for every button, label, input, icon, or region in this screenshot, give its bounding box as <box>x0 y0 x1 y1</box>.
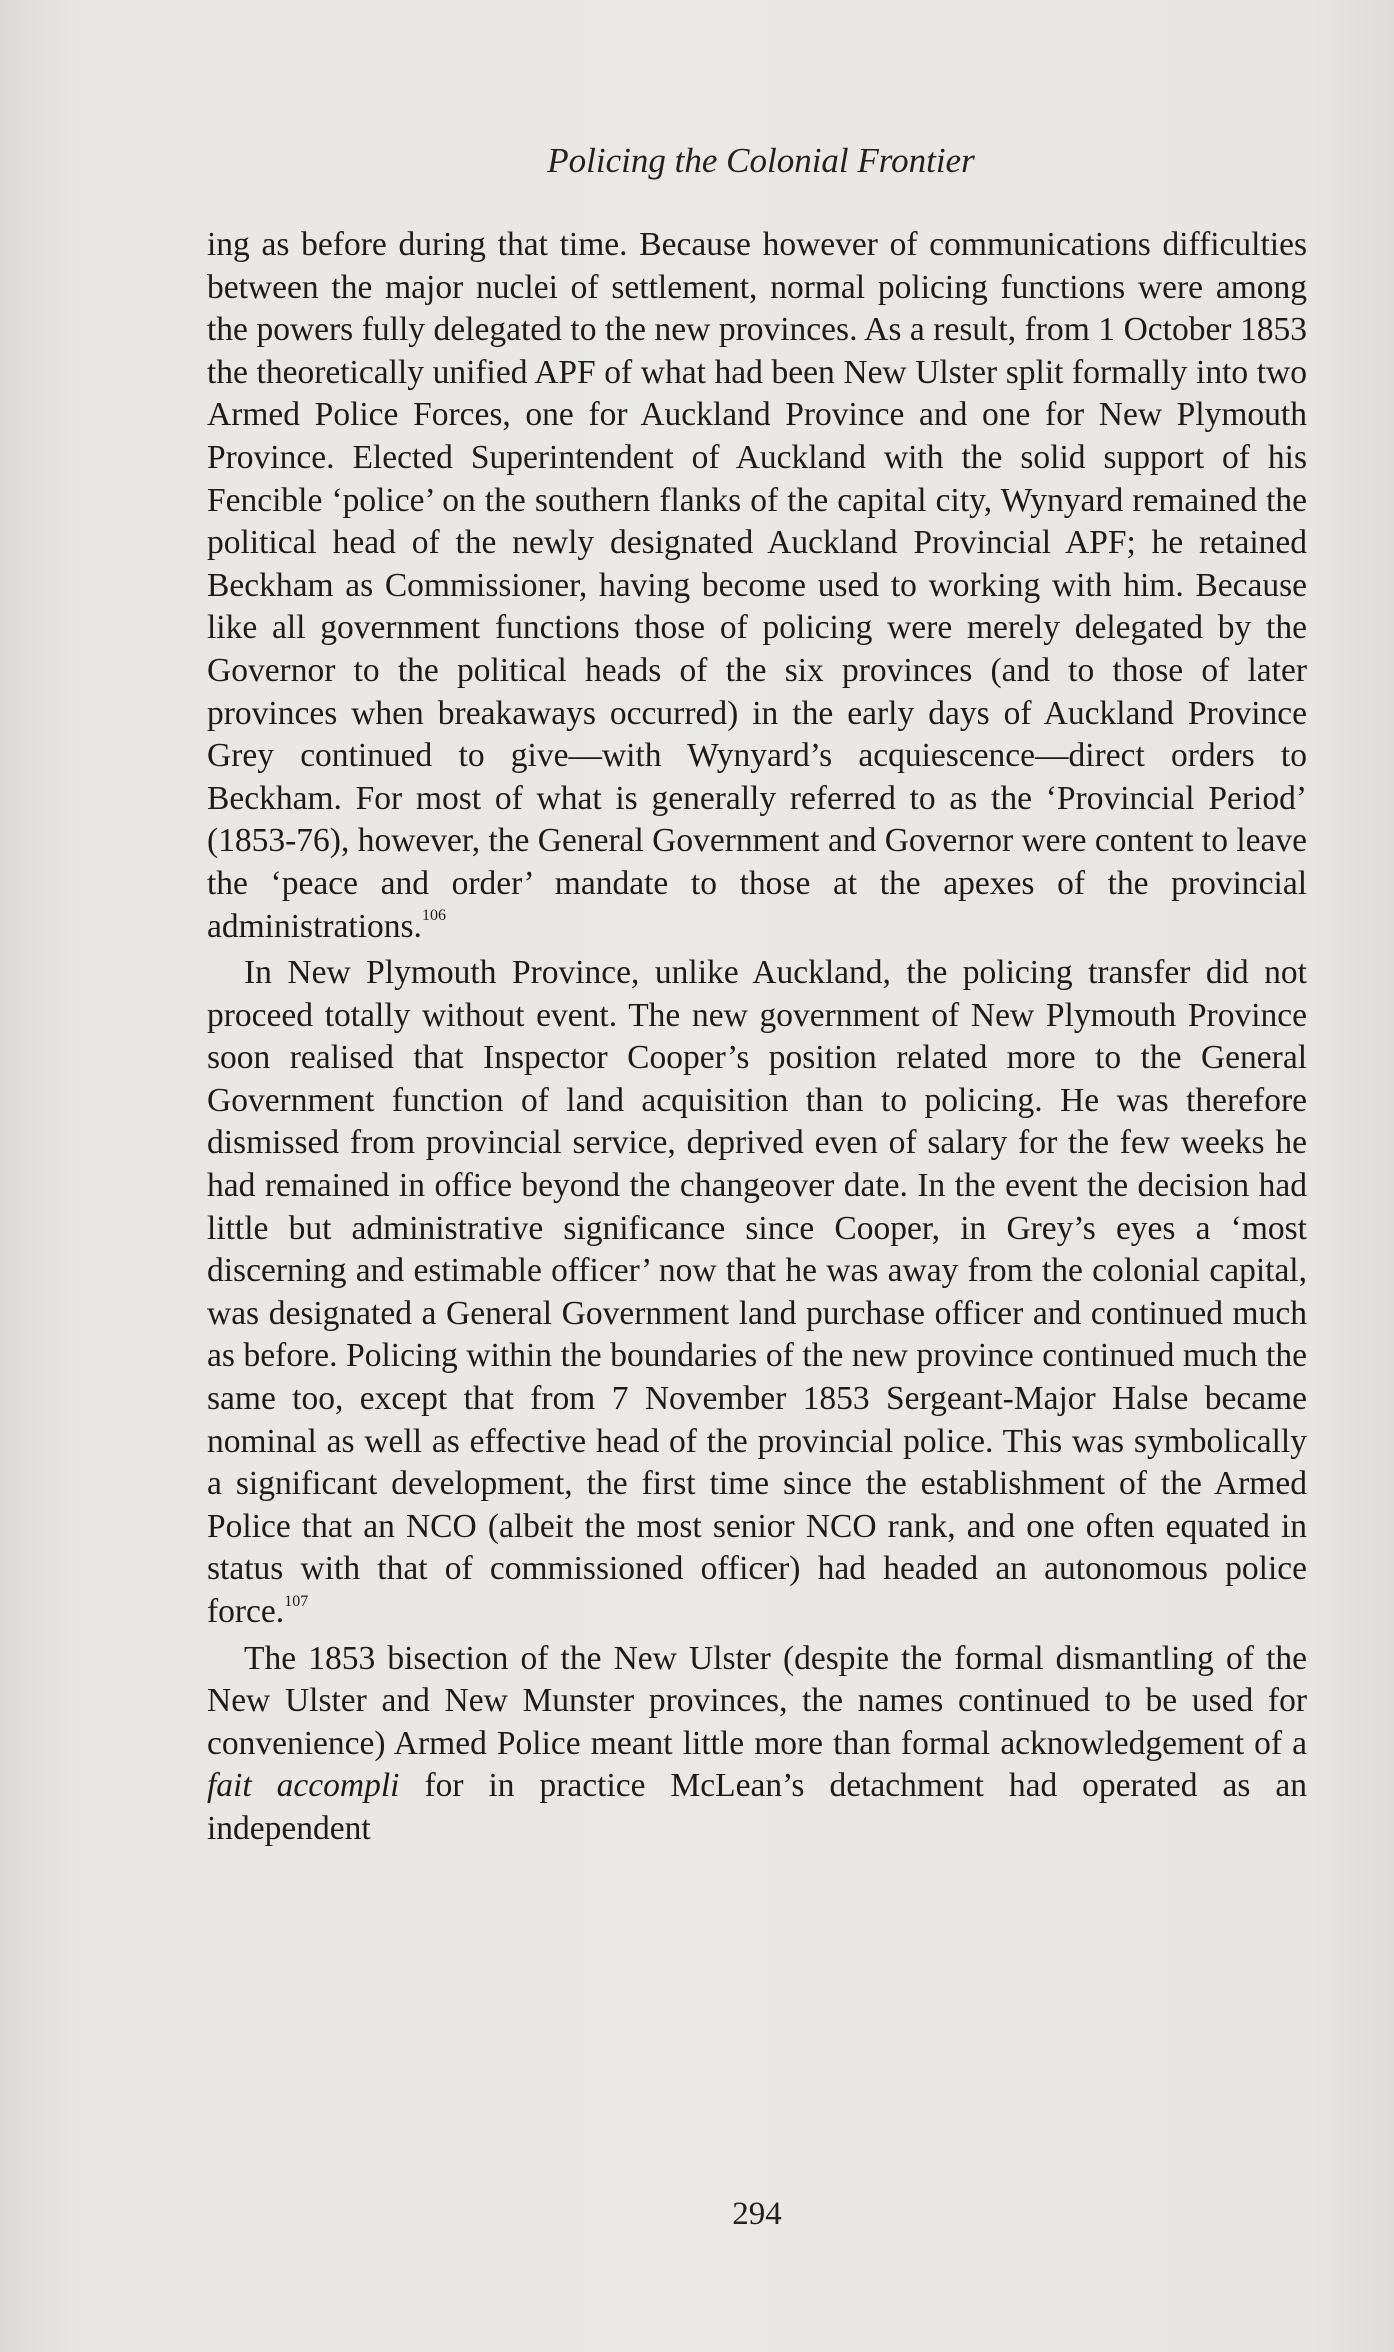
body-text <box>207 224 1307 1851</box>
footnote-ref: 107 <box>284 1592 309 1610</box>
paragraph-text: The 1853 bisection of the New Ulster (despite the formal dismantling of the New Ulster and New Munster provinces, the names continued to be used for convenience) Armed Police meant little more than formal acknowledgement of a <box>207 1639 1307 1762</box>
running-head: Policing the Colonial Frontier <box>547 141 975 180</box>
paragraph-3 <box>207 1638 1307 1851</box>
paragraph-text: for in practice McLean’s detachment had operated as an independent <box>207 1767 1307 1847</box>
footnote-ref: 106 <box>421 907 446 925</box>
paragraph-2 <box>207 952 1307 1634</box>
page-number: 294 <box>732 2196 782 2232</box>
paragraph-1 <box>207 224 1307 948</box>
paragraph-text: ing as before during that time. Because however of communications difficulties between the major nuclei of settlement, normal policing functions were among the powers fully delegated to the new provinces. As a result, from 1 October 1853 the theoretically unified APF of what had been New Ulster split formally into two Armed Police Forces, one for Auckland Province and one for New Plymouth Province. Elected Superintendent of Auckland with the solid support of his Fencible ‘police’ on the southern flanks of the capital city, Wynyard remained the political head of the newly designated Auckland Provincial APF; he retained Beckham as Commissioner, having become used to working with him. Because like all government functions those of policing were merely delegated by the Governor to the political heads of the six provinces (and to those of later provinces when breakaways occurred) in the early days of Auckland Province Grey continued to give—with Wynyard’s acquiescence—direct orders to Beckham. For most of what is generally referred to as the ‘Provincial Period’ (1853-76), however, the General Government and Governor were content to leave the ‘peace and order’ mandate to those at the apexes of the provincial administrations. <box>207 226 1308 945</box>
paragraph-text: In New Plymouth Province, unlike Auckland, the policing transfer did not proceed totally without event. The new government of New Plymouth Province soon realised that Inspector Cooper’s position related more to the General Government function of land acquisition than to policing. He was therefore dismissed from provincial service, deprived even of salary for the few weeks he had remained in office beyond the changeover date. In the event the decision had little but administrative significance since Cooper, in Grey’s eyes a ‘most discerning and estimable officer’ now that he was away from the colonial capital, was designated a General Government land purchase officer and continued much as before. Policing within the boundaries of the new province continued much the same too, except that from 7 November 1853 Sergeant-Major Halse became nominal as well as effective head of the provincial police. This was symbolically a significant development, the first time since the establishment of the Armed Police that an NCO (albeit the most senior NCO rank, and one often equated in status with that of commissioned officer) had headed an autonomous police force. <box>207 954 1307 1630</box>
italic-phrase: fait accompli <box>207 1767 400 1805</box>
